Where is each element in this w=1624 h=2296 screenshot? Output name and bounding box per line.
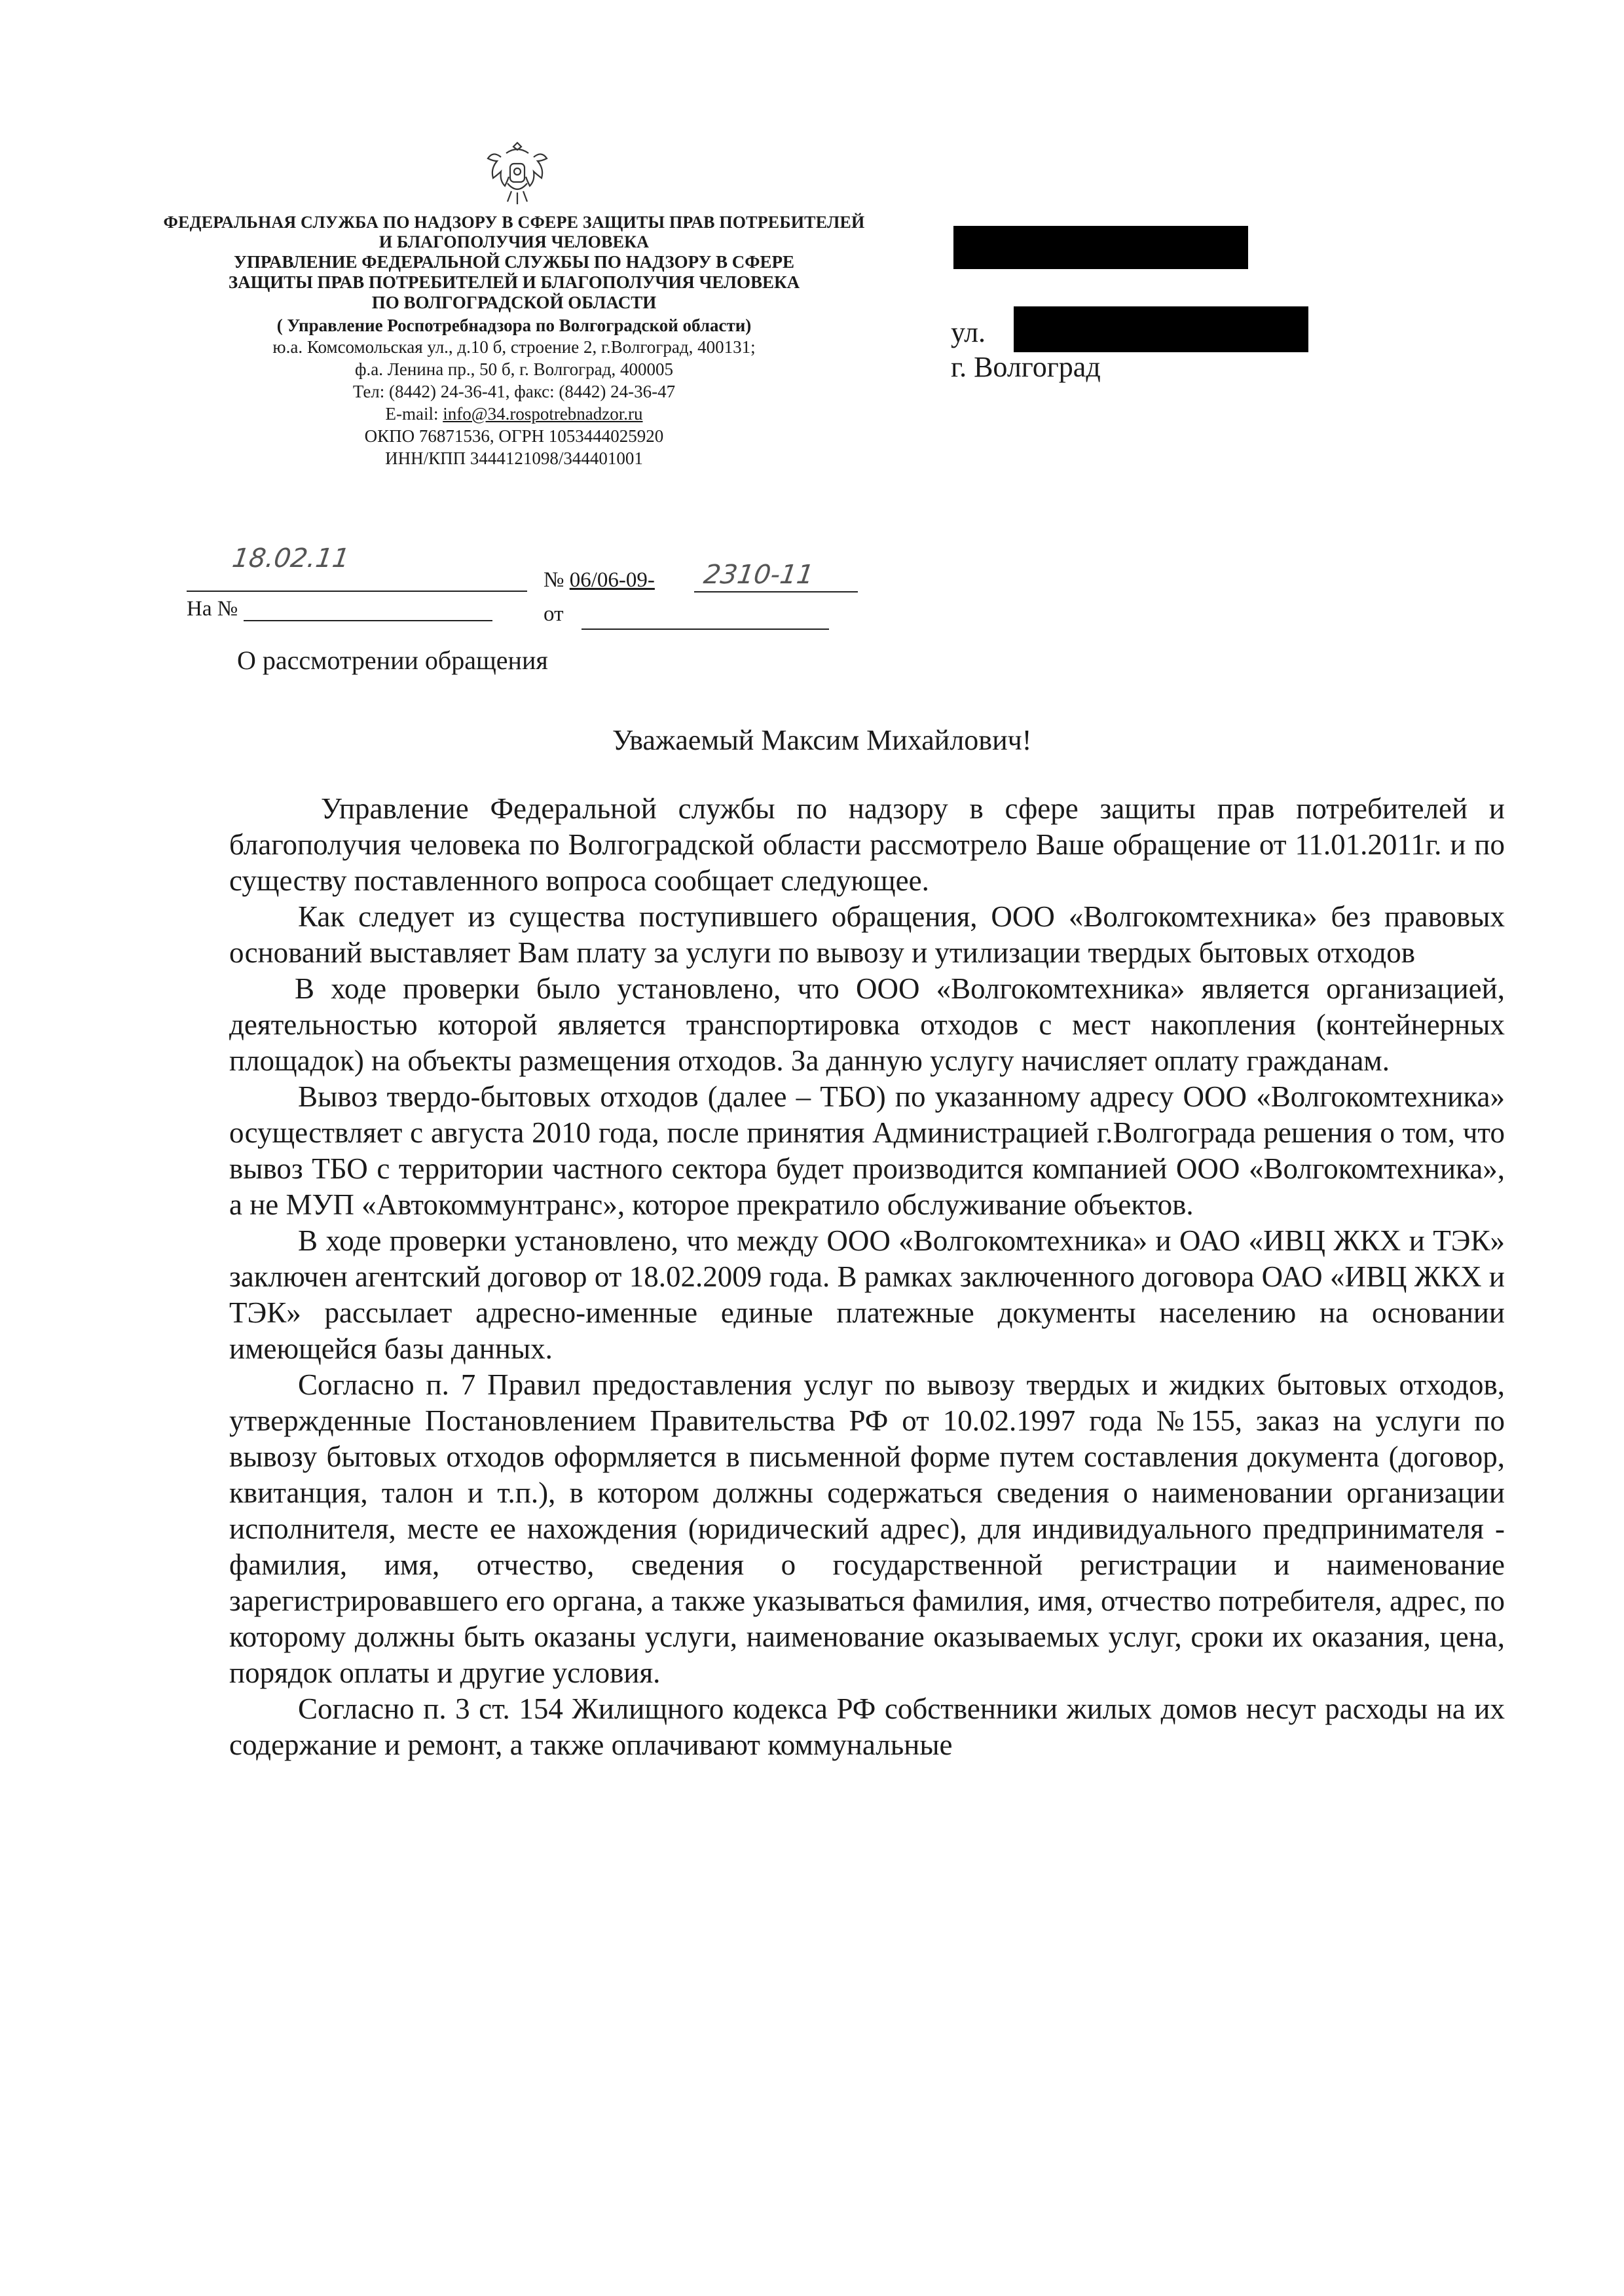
handwritten-date: 18.02.11: [230, 543, 352, 574]
letterhead-line: И БЛАГОПОЛУЧИЯ ЧЕЛОВЕКА: [378, 232, 650, 251]
letterhead: [157, 213, 871, 469]
body-paragraph: Согласно п. 7 Правил предоставления услуг по вывозу твердых и жидких бытовых отходов, утвержденные Постановлением Правительства РФ от 10.02.1997 года №155, заказ на услуги по вывозу бытовых отходов оформляется в письменной форме путем составления документа (договор, квитанция, талон и т.п.), в котором должны содержаться сведения о наименовании организации исполнителя, месте ее нахождения (юридический адрес), для индивидуального предпринимателя - фамилия, имя, отчество, сведения о государственной регистрации и наименование зарегистрировавшего его органа, а также указываться фамилия, имя, отчество потребителя, адрес, по которому должны быть оказаны услуги, наименование оказываемых услуг, сроки их оказания, цена, порядок оплаты и другие условия.: [229, 1368, 1505, 1689]
reply-to-label: На №: [187, 597, 238, 621]
outgoing-number: [544, 568, 655, 592]
letterhead-email-line: [157, 403, 871, 425]
double-headed-eagle-emblem-icon: [481, 137, 553, 210]
letterhead-address: ф.а. Ленина пр., 50 б, г. Волгоград, 400005: [355, 359, 673, 379]
body-paragraph: Управление Федеральной службы по надзору в сфере защиты прав потребителей и благополучия человека по Волгоградской области рассмотрело Ваше обращение от 11.01.2011г. и по существу поставленного вопроса сообщает следующее.: [229, 792, 1505, 897]
letterhead-phone: Тел: (8442) 24-36-41, факс: (8442) 24-36-47: [352, 382, 676, 401]
redacted-recipient-name: [953, 226, 1248, 269]
recipient-city: г. Волгоград: [951, 351, 1101, 383]
reply-from-label: от: [544, 602, 564, 626]
letterhead-codes: ИНН/КПП 3444121098/344401001: [385, 448, 643, 468]
number-label: №: [544, 568, 564, 592]
body-paragraph: Как следует из существа поступившего обращения, ООО «Волгокомтехника» без правовых оснований выставляет Вам плату за услуги по вывозу и утилизации твердых бытовых отходов: [229, 900, 1505, 969]
letter-subject: О рассмотрении обращения: [237, 646, 548, 675]
recipient-street-label: ул.: [951, 316, 986, 348]
letterhead-line: УПРАВЛЕНИЕ ФЕДЕРАЛЬНОЙ СЛУЖБЫ ПО НАДЗОРУ В СФЕРЕ: [234, 252, 794, 272]
letter-body: [229, 791, 1505, 1763]
letterhead-line: ПО ВОЛГОГРАДСКОЙ ОБЛАСТИ: [371, 293, 657, 312]
letterhead-codes: ОКПО 76871536, ОГРН 1053444025920: [364, 426, 664, 446]
email-link[interactable]: info@34.rospotrebnadzor.ru: [443, 404, 643, 424]
salutation: Уважаемый Максим Михайлович!: [612, 724, 1032, 756]
letterhead-line: ЗАЩИТЫ ПРАВ ПОТРЕБИТЕЛЕЙ И БЛАГОПОЛУЧИЯ ЧЕЛОВЕКА: [228, 272, 800, 292]
letterhead-short-name: ( Управление Роспотребнадзора по Волгоградской области): [276, 316, 752, 335]
redacted-recipient-street: [1014, 306, 1308, 352]
handwritten-number: 2310-11: [701, 560, 816, 590]
body-paragraph: Согласно п. 3 ст. 154 Жилищного кодекса РФ собственники жилых домов несут расходы на их содержание и ремонт, а также оплачивают коммунальные: [229, 1692, 1505, 1761]
email-label: E-mail:: [385, 404, 439, 424]
letterhead-address: ю.а. Комсомольская ул., д.10 б, строение 2, г.Волгоград, 400131;: [272, 337, 756, 357]
body-paragraph: В ходе проверки установлено, что между ООО «Волгокомтехника» и ОАО «ИВЦ ЖКХ и ТЭК» заключен агентский договор от 18.02.2009 года. В рамках заключенного договора ОАО «ИВЦ ЖКХ и ТЭК» рассылает адресно-именные единые платежные документы населению на основании имеющейся базы данных.: [229, 1224, 1505, 1365]
date-underline: [187, 591, 527, 592]
number-printed: 06/06-09-: [569, 568, 655, 592]
body-paragraph: Вывоз твердо-бытовых отходов (далее – ТБО) по указанному адресу ООО «Волгокомтехника» осуществляет с августа 2010 года, после принятия Администрацией г.Волгограда решения о том, что вывоз ТБО с территории частного сектора будет производится компанией ООО «Волгокомтехника», а не МУП «Автокоммунтранс», которое прекратило обслуживание объектов.: [229, 1080, 1505, 1221]
reply-from-date-field: [581, 629, 829, 630]
number-underline: [694, 591, 858, 592]
reply-to-number-field: [244, 620, 492, 621]
body-paragraph: В ходе проверки было установлено, что ООО «Волгокомтехника» является организацией, деятельностью которой является транспортировка отходов с мест накопления (контейнерных площадок) на объекты размещения отходов. За данную услугу начисляет оплату гражданам.: [229, 972, 1505, 1077]
letterhead-line: ФЕДЕРАЛЬНАЯ СЛУЖБА ПО НАДЗОРУ В СФЕРЕ ЗАЩИТЫ ПРАВ ПОТРЕБИТЕЛЕЙ: [163, 213, 865, 232]
